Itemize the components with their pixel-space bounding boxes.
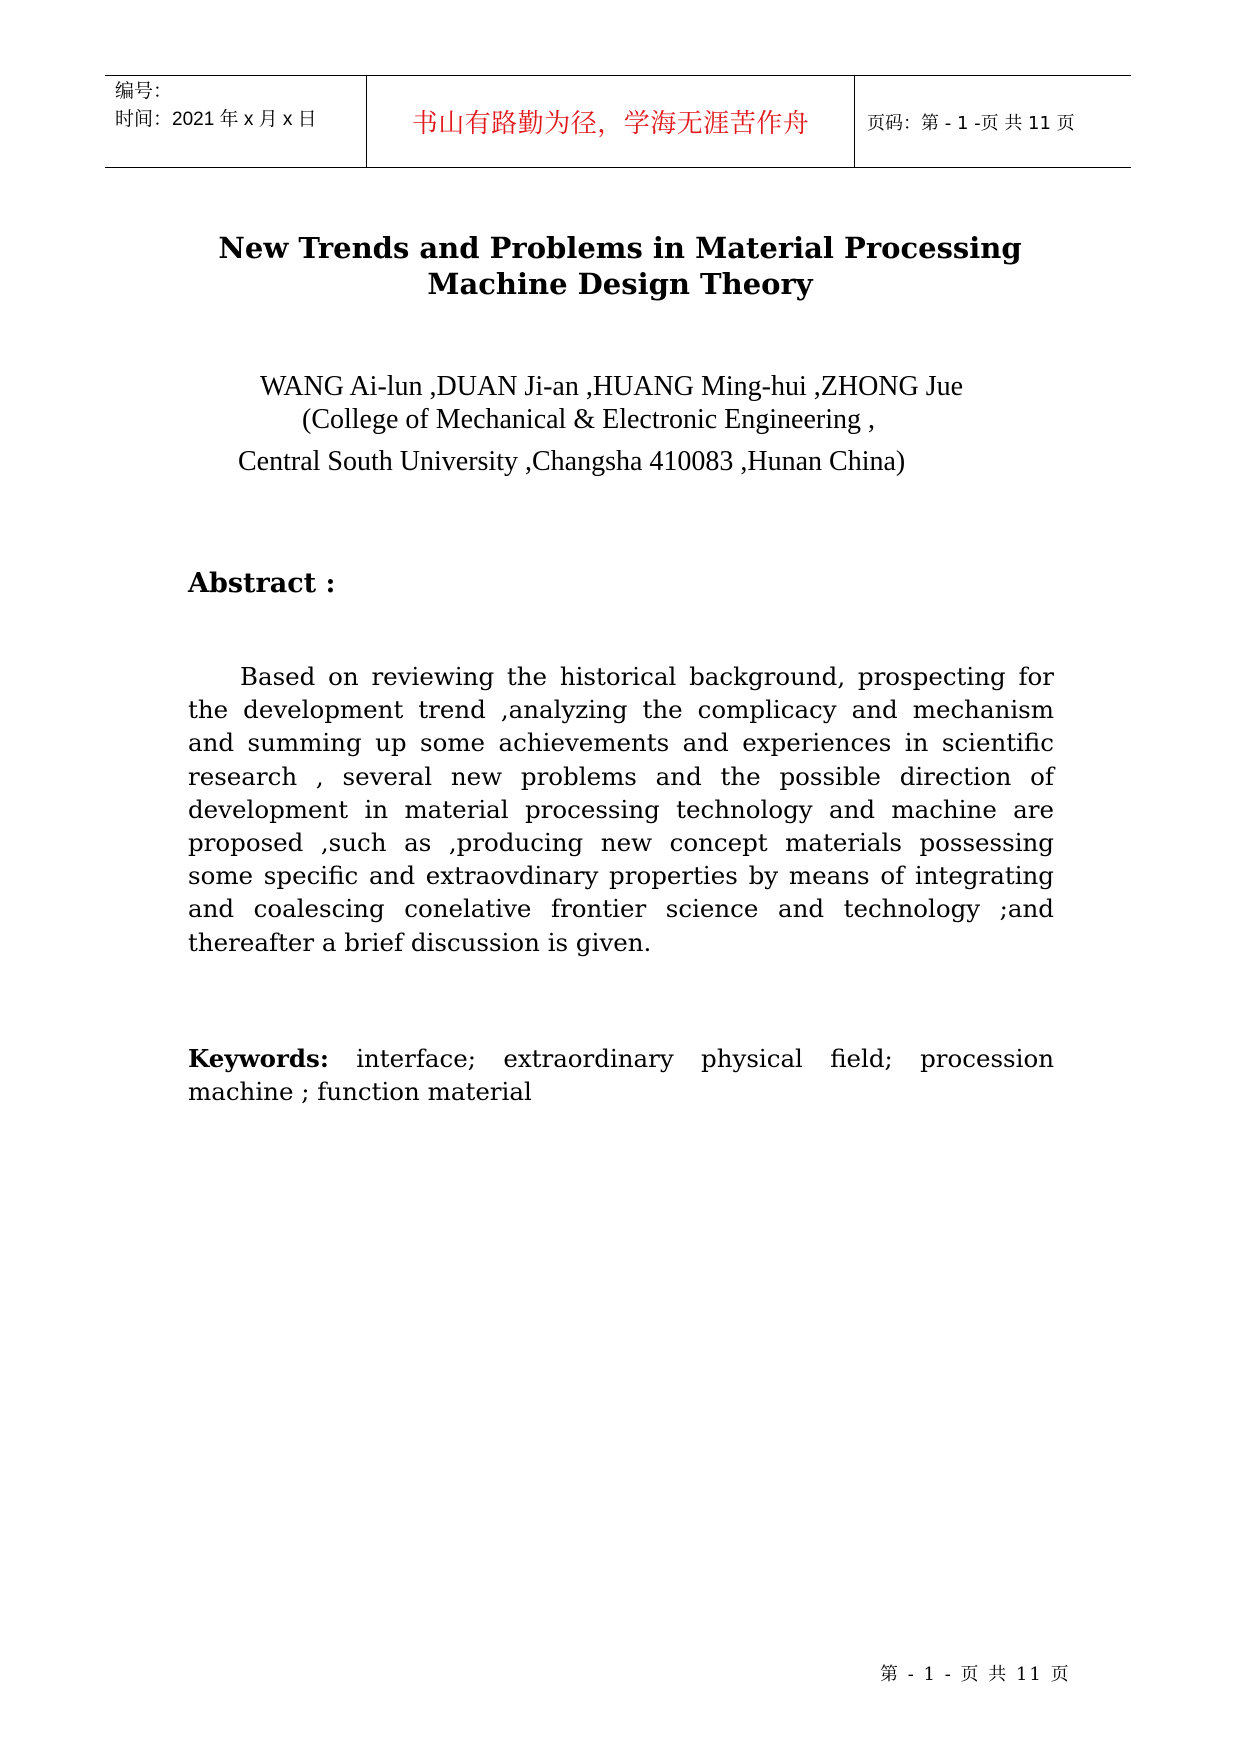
- paper-title-line-1: New Trends and Problems in Material Processing: [218, 231, 1022, 265]
- header-motto-cell: [367, 76, 855, 167]
- header-page-cell: [855, 76, 1131, 167]
- paper-title: [160, 230, 1080, 302]
- header-motto: 书山有路勤为径，学海无涯苦作舟: [411, 109, 810, 139]
- abstract-body: Based on reviewing the historical background, prospecting for the development trend ,analyzing the complicacy and mechanism and summing up some achievements and experiences in scientific research , several new problems and the possible direction of development in material processing technology and machine are proposed ,such as ,producing new concept materials possessing some specific and extraovdinary properties by means of integrating and coalescing conelative frontier science and technology ;and thereafter a brief discussion is given.: [188, 662, 1054, 957]
- keywords-label: Keywords:: [188, 1044, 329, 1073]
- serial-number-label: 编号：: [115, 81, 173, 102]
- page-footer: 第 - 1 - 页 共 11 页: [880, 1664, 1071, 1685]
- header-page-info: 页码：第 - 1 -页 共 11 页: [867, 112, 1075, 134]
- page-header: [105, 75, 1131, 168]
- paper-title-line-2: Machine Design Theory: [427, 267, 813, 301]
- keywords-text: interface; extraordinary physical field; procession machine ; function material: [188, 1044, 1054, 1107]
- affiliation-line-2: Central South University ,Changsha 410083 ,Hunan China): [238, 446, 906, 477]
- date-label: 时间：2021 年 x 月 x 日: [115, 109, 317, 130]
- abstract-heading: Abstract :: [188, 568, 336, 599]
- header-meta-cell: [105, 76, 367, 167]
- affiliation-line-1: (College of Mechanical & Electronic Engineering ,: [302, 404, 876, 435]
- author-names: WANG Ai-lun ,DUAN Ji-an ,HUANG Ming-hui ,ZHONG Jue: [260, 371, 964, 402]
- keywords-paragraph: [188, 1042, 1054, 1108]
